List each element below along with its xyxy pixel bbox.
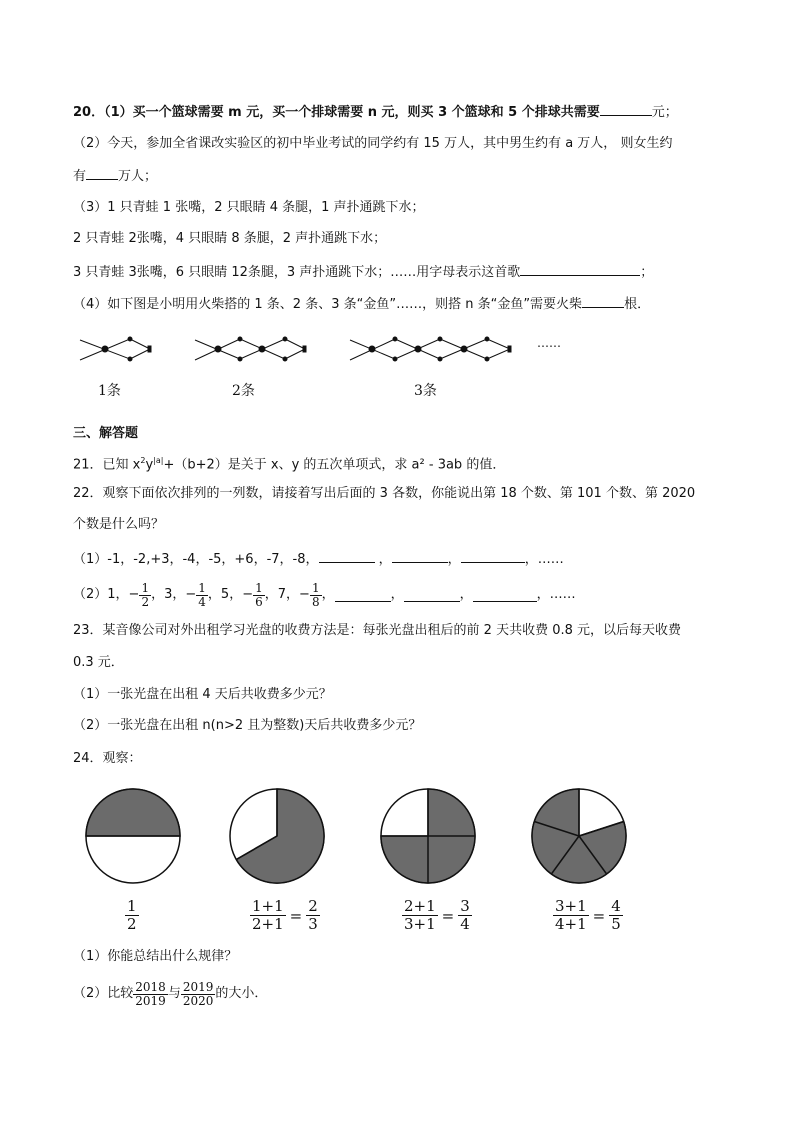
answer-blank[interactable] <box>392 549 448 563</box>
q22-seq2: （2）1， − $\frac{1}{2}$ ，3， − $\frac{1}{4}$ ，5， − $\frac{1}{6}$ ，7， − $\frac{1}{8}$ ， ， ， ，…… <box>73 580 576 609</box>
answer-blank[interactable] <box>600 102 652 116</box>
answer-blank[interactable] <box>520 262 640 276</box>
circle-quarters <box>381 789 475 883</box>
q20-part3-line1: （3）1 只青蛙 1 张嘴，2 只眼睛 4 条腿，1 声扑通跳下水； <box>73 200 425 215</box>
fish-3 <box>350 337 511 361</box>
answer-blank[interactable] <box>404 588 460 602</box>
q22-line2: 个数是什么吗？ <box>73 517 165 532</box>
fish-ellipsis: …… <box>537 336 561 350</box>
answer-blank[interactable] <box>582 294 624 308</box>
caption-quarters: $\frac{2+1}{3+1}$ = $\frac{3}{4}$ <box>404 897 470 933</box>
fraction: $\frac{2018}{2019}$ <box>135 979 166 1008</box>
q23-line2: 0.3 元． <box>73 655 124 670</box>
fish-1 <box>80 337 151 361</box>
fish-caption-1: 1条 <box>98 383 121 399</box>
fraction: $\frac{1}{2}$ <box>141 580 150 609</box>
answer-blank[interactable] <box>335 588 391 602</box>
circle-thirds <box>230 789 324 883</box>
q20-part2-line1: （2）今天，参加全省课改实验区的初中毕业考试的同学约有 15 万人，其中男生约有 a 万人， 则女生约 <box>73 136 673 151</box>
fraction: $\frac{1}{8}$ <box>311 580 320 609</box>
fish-caption-2: 2条 <box>232 383 255 399</box>
fraction: $\frac{1}{4}$ <box>198 580 206 609</box>
fish-2 <box>195 337 306 361</box>
q24-title: 24．观察： <box>73 751 142 766</box>
q24-sub1: （1）你能总结出什么规律？ <box>73 949 238 964</box>
fish-caption-3: 3条 <box>414 383 437 399</box>
q20-part3-line2: 2 只青蛙 2张嘴，4 只眼睛 8 条腿，2 声扑通跳下水； <box>73 231 387 246</box>
q22-line1: 22．观察下面依次排列的一列数，请接着写出后面的 3 各数，你能说出第 18 个数、第 101 个数、第 2020 <box>73 486 696 501</box>
fraction: $\frac{2019}{2020}$ <box>182 979 214 1008</box>
section-heading: 三、解答题 <box>73 426 139 441</box>
q24-sub2: （2）比较 $\frac{2018}{2019}$ 与 $\frac{2019}{2020}$ 的大小． <box>73 979 268 1008</box>
answer-blank[interactable] <box>461 549 525 563</box>
q22-seq1: （1）-1，-2,+3，-4，-5，+6，-7，-8， ， ， ，…… <box>73 549 564 569</box>
circle-half <box>86 789 180 883</box>
circle-fifths <box>532 789 626 883</box>
q20-part2-line2: 有 万人； <box>73 166 157 186</box>
caption-thirds: $\frac{1+1}{2+1}$ = $\frac{2}{3}$ <box>252 897 318 933</box>
q23-sub1: （1）一张光盘在出租 4 天后共收费多少元？ <box>73 687 332 702</box>
answer-blank[interactable] <box>319 549 375 563</box>
q20-part3-line3: 3 只青蛙 3张嘴，6 只眼睛 12条腿，3 声扑通跳下水；……用字母表示这首歌 ； <box>73 262 653 282</box>
q23-sub2: （2）一张光盘在出租 n(n>2 且为整数)天后共收费多少元？ <box>73 718 422 733</box>
fraction: $\frac{1}{6}$ <box>255 580 263 609</box>
q20-part1: 20．（1）买一个篮球需要 m 元，买一个排球需要 n 元，则买 3 个篮球和 5 个排球共需要 元； <box>73 102 678 122</box>
answer-blank[interactable] <box>473 588 537 602</box>
pie-circles <box>0 788 794 898</box>
caption-half: $\frac{1}{2}$ <box>127 897 137 933</box>
q23-line1: 23．某音像公司对外出租学习光盘的收费方法是：每张光盘出租后的前 2 天共收费 0.8 元，以后每天收费 <box>73 623 682 638</box>
answer-blank[interactable] <box>86 166 118 180</box>
q20-part4: （4）如下图是小明用火柴搭的 1 条、2 条、3 条“金鱼”……，则搭 n 条“金鱼”需要火柴 根． <box>73 294 650 314</box>
q21: 21．已知 $x^2y^{|a|}+(b+2)$是关于 x、y 的五次单项式，求 a² - 3ab 的值． <box>73 456 506 473</box>
caption-fifths: $\frac{3+1}{4+1}$ = $\frac{4}{5}$ <box>555 897 621 933</box>
